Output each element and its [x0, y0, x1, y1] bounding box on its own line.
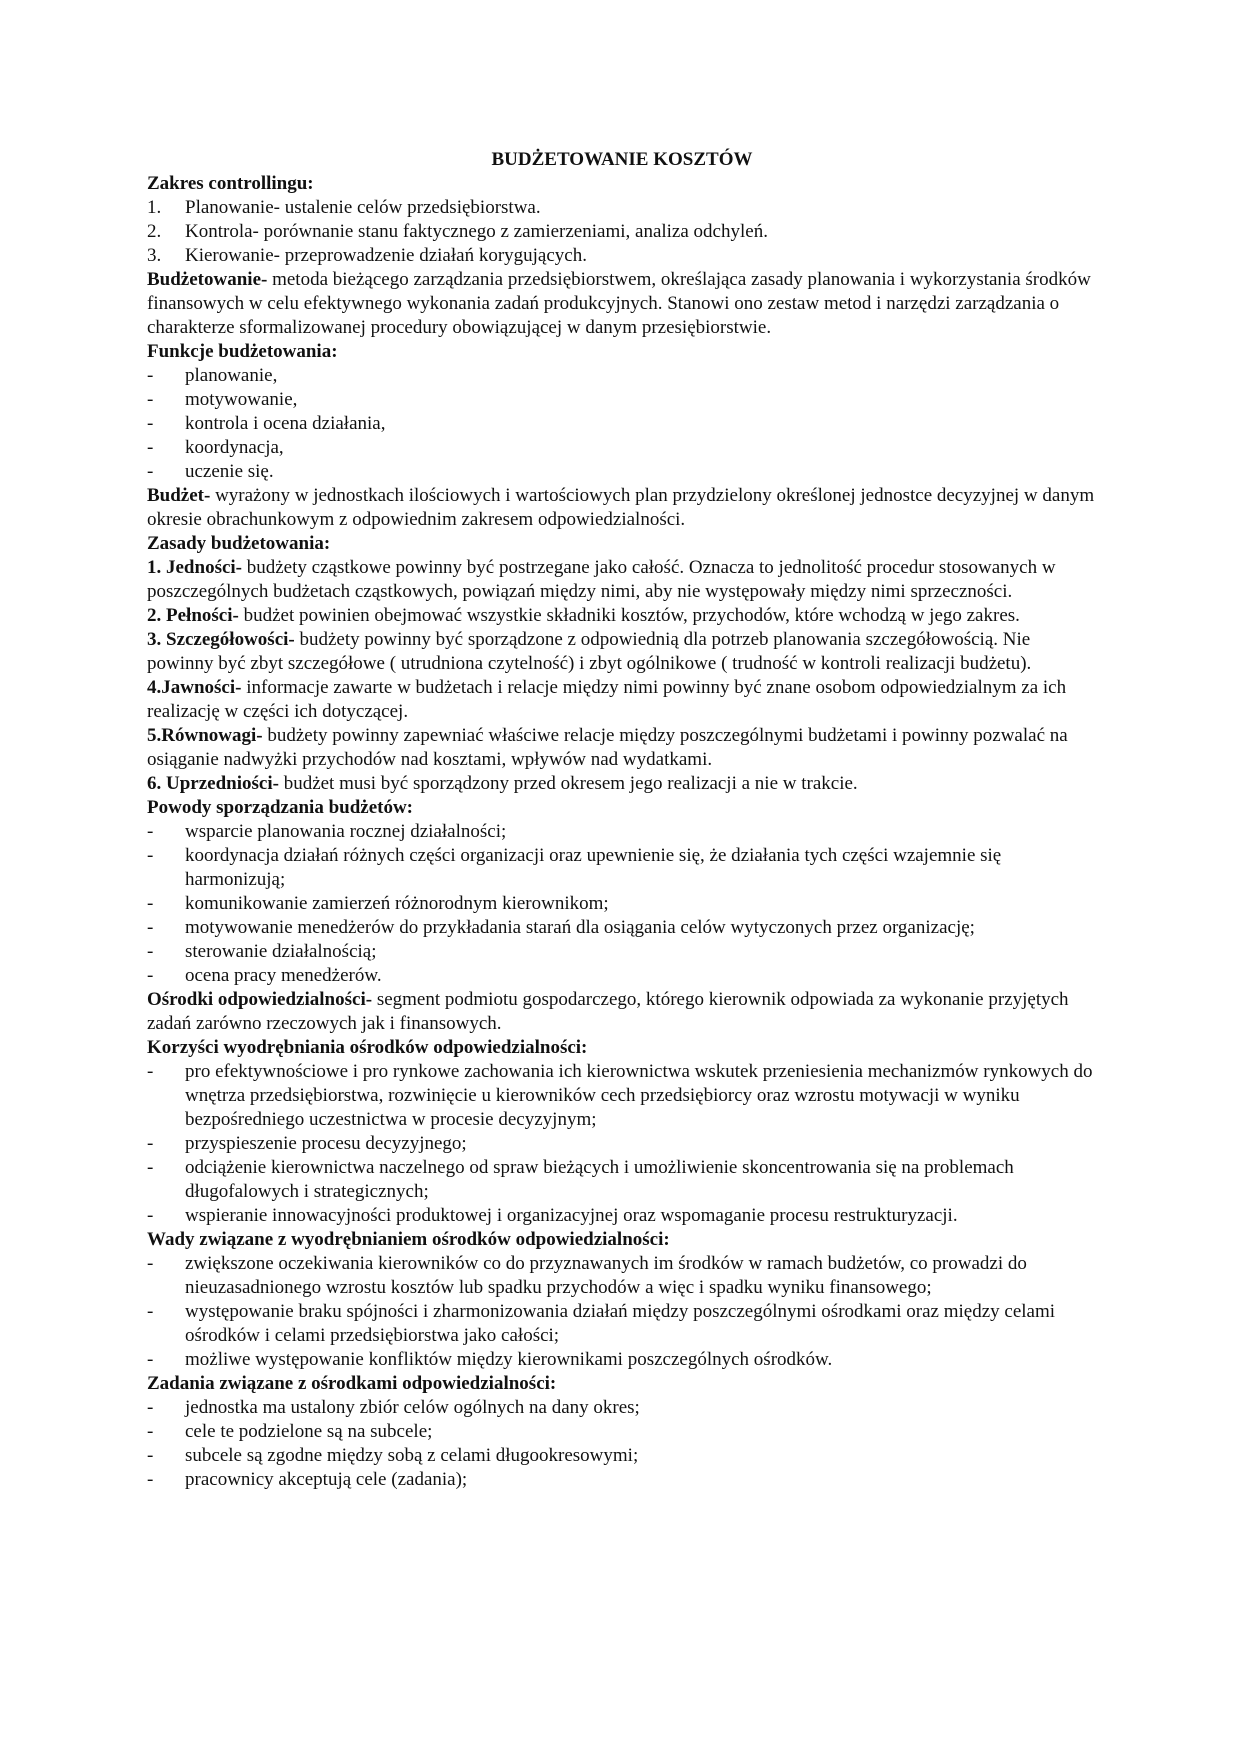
list-item-text: koordynacja działań różnych części organizacji oraz upewnienie się, że działania tych części wzajemnie się harmonizują;: [185, 845, 1002, 890]
list-item: [147, 220, 1097, 244]
section-heading-korzysci: Korzyści wyodrębniania ośrodków odpowiedzialności:: [147, 1037, 588, 1058]
zasada-term: 2. Pełności-: [147, 605, 239, 626]
section-heading-powody: Powody sporządzania budżetów:: [147, 797, 414, 818]
list-item-text: sterowanie działalnością;: [185, 941, 377, 962]
list-item: [147, 892, 1097, 916]
list-item-text: ocena pracy menedżerów.: [185, 965, 382, 986]
page-title: BUDŻETOWANIE KOSZTÓW: [491, 149, 753, 170]
list-dash: -: [147, 1157, 154, 1178]
zasada-term: 1. Jedności-: [147, 557, 242, 578]
list-number: 2.: [147, 221, 162, 242]
list-dash: -: [147, 1301, 154, 1322]
list-dash: -: [147, 365, 154, 386]
list-item-text: pracownicy akceptują cele (zadania);: [185, 1469, 468, 1490]
section-heading-wady: Wady związane z wyodrębnianiem ośrodków odpowiedzialności:: [147, 1229, 670, 1250]
powody-list: [147, 820, 1097, 988]
list-item: [147, 1396, 1097, 1420]
list-dash: -: [147, 1349, 154, 1370]
section-heading-zasady: Zasady budżetowania:: [147, 533, 331, 554]
list-item-text: Kontrola- porównanie stanu faktycznego z zamierzeniami, analiza odchyleń.: [185, 221, 768, 242]
wady-list: [147, 1252, 1097, 1372]
list-item-text: jednostka ma ustalony zbiór celów ogólnych na dany okres;: [185, 1397, 640, 1418]
list-item-text: cele te podzielone są na subcele;: [185, 1421, 433, 1442]
list-dash: -: [147, 1253, 154, 1274]
list-dash: -: [147, 1133, 154, 1154]
list-dash: -: [147, 389, 154, 410]
zasada-term: 6. Uprzedniości-: [147, 773, 279, 794]
list-item: [147, 1300, 1097, 1348]
list-dash: -: [147, 1445, 154, 1466]
list-dash: -: [147, 821, 154, 842]
definition-term: Ośrodki odpowiedzialności-: [147, 989, 373, 1010]
list-dash: -: [147, 845, 154, 866]
zasada-paragraph: [147, 628, 1097, 676]
zasada-term: 4.Jawności-: [147, 677, 242, 698]
list-item: [147, 1420, 1097, 1444]
zasada-paragraph: [147, 724, 1097, 772]
zasada-paragraph: [147, 604, 1097, 628]
zasada-text: budżet musi być sporządzony przed okresem jego realizacji a nie w trakcie.: [278, 773, 858, 794]
list-item: [147, 1060, 1097, 1132]
list-item: [147, 820, 1097, 844]
list-number: 1.: [147, 197, 162, 218]
zasada-text: informacje zawarte w budżetach i relacje między nimi powinny być znane osobom odpowiedzialnym za ich realizację w części ich dotyczącej.: [147, 677, 1067, 722]
list-dash: -: [147, 1205, 154, 1226]
section-heading-funkcje: Funkcje budżetowania:: [147, 341, 338, 362]
list-item: [147, 844, 1097, 892]
list-dash: -: [147, 941, 154, 962]
list-item: [147, 436, 1097, 460]
list-item: [147, 196, 1097, 220]
list-item: [147, 412, 1097, 436]
list-dash: -: [147, 1061, 154, 1082]
list-item-text: wspieranie innowacyjności produktowej i organizacyjnej oraz wspomaganie procesu restrukturyzacji.: [185, 1205, 958, 1226]
zasada-text: budżety powinny zapewniać właściwe relacje między poszczególnymi budżetami i powinny pozwalać na osiąganie nadwyżki przychodów nad kosztami, wpływów nad wydatkami.: [147, 725, 1068, 770]
definition-text: segment podmiotu gospodarczego, którego kierownik odpowiada za wykonanie przyjętych zadań zarówno rzeczowych jak i finansowych.: [147, 989, 1069, 1034]
list-item-text: planowanie,: [185, 365, 278, 386]
zakres-list: [147, 196, 1097, 268]
list-item-text: komunikowanie zamierzeń różnorodnym kierownikom;: [185, 893, 609, 914]
list-item-text: wsparcie planowania rocznej działalności;: [185, 821, 507, 842]
list-dash: -: [147, 413, 154, 434]
definition-text: wyrażony w jednostkach ilościowych i wartościowych plan przydzielony określonej jednostce decyzyjnej w danym okresie obrachunkowym z odpowiednim zakresem odpowiedzialności.: [147, 485, 1095, 530]
funkcje-list: [147, 364, 1097, 484]
list-dash: -: [147, 461, 154, 482]
definition-osrodki: [147, 988, 1097, 1036]
list-item-text: występowanie braku spójności i zharmonizowania działań między poszczególnymi ośrodkami oraz między celami ośrodków i celami przedsiębiorstwa jako całości;: [185, 1301, 1056, 1346]
list-item-text: uczenie się.: [185, 461, 274, 482]
list-item-text: odciążenie kierownictwa naczelnego od spraw bieżących i umożliwienie skoncentrowania się na problemach długofalowych i strategicznych;: [185, 1157, 1014, 1202]
zasada-term: 3. Szczegółowości-: [147, 629, 295, 650]
list-dash: -: [147, 965, 154, 986]
list-dash: -: [147, 917, 154, 938]
zasada-term: 5.Równowagi-: [147, 725, 263, 746]
section-heading-zakres: Zakres controllingu:: [147, 173, 314, 194]
list-dash: -: [147, 1469, 154, 1490]
list-item-text: koordynacja,: [185, 437, 284, 458]
zasada-text: budżety cząstkowe powinny być postrzegane jako całość. Oznacza to jednolitość procedur stosowanych w poszczególnych budżetach cząstkowych, powiązań między nimi, aby nie występowały między nimi sprzeczności.: [147, 557, 1056, 602]
list-item-text: subcele są zgodne między sobą z celami długookresowymi;: [185, 1445, 639, 1466]
section-heading-zadania: Zadania związane z ośrodkami odpowiedzialności:: [147, 1373, 557, 1394]
definition-budzet: [147, 484, 1097, 532]
zasada-text: budżety powinny być sporządzone z odpowiednią dla potrzeb planowania szczegółowością. Nie powinny być zbyt szczegółowe ( utrudniona czytelność) i zbyt ogólnikowe ( trudność w kontroli realizacji budżetu).: [147, 629, 1032, 674]
list-dash: -: [147, 437, 154, 458]
list-dash: -: [147, 1397, 154, 1418]
list-item: [147, 388, 1097, 412]
list-item: [147, 1468, 1097, 1492]
zadania-list: [147, 1396, 1097, 1492]
zasada-paragraph: [147, 772, 1097, 796]
list-item: [147, 1444, 1097, 1468]
list-item: [147, 1156, 1097, 1204]
list-item-text: motywowanie,: [185, 389, 298, 410]
list-item: [147, 1252, 1097, 1300]
list-item: [147, 460, 1097, 484]
zasada-paragraph: [147, 556, 1097, 604]
list-item: [147, 244, 1097, 268]
list-dash: -: [147, 1421, 154, 1442]
list-item-text: kontrola i ocena działania,: [185, 413, 386, 434]
document-content: [147, 148, 1097, 1492]
list-item: [147, 1132, 1097, 1156]
list-item: [147, 1204, 1097, 1228]
list-item-text: motywowanie menedżerów do przykładania starań dla osiągania celów wytyczonych przez organizację;: [185, 917, 975, 938]
zasada-paragraph: [147, 676, 1097, 724]
definition-text: metoda bieżącego zarządzania przedsiębiorstwem, określająca zasady planowania i wykorzystania środków finansowych w celu efektywnego wykonania zadań produkcyjnych. Stanowi ono zestaw metod i narzędzi zarządzania o charakterze sformalizowanej procedury obowiązującej w danym przesiębiorstwie.: [147, 269, 1091, 338]
definition-term: Budżet-: [147, 485, 211, 506]
list-item: [147, 1348, 1097, 1372]
list-item-text: Planowanie- ustalenie celów przedsiębiorstwa.: [185, 197, 541, 218]
list-item-text: przyspieszenie procesu decyzyjnego;: [185, 1133, 467, 1154]
list-item: [147, 964, 1097, 988]
list-item-text: Kierowanie- przeprowadzenie działań korygujących.: [185, 245, 587, 266]
list-number: 3.: [147, 245, 162, 266]
definition-budzetowanie: [147, 268, 1097, 340]
list-item-text: zwiększone oczekiwania kierowników co do przyznawanych im środków w ramach budżetów, co prowadzi do nieuzasadnionego wzrostu kosztów lub spadku przychodów a więc i spadku wyniku finansowego;: [185, 1253, 1027, 1298]
list-item-text: możliwe występowanie konfliktów między kierownikami poszczególnych ośrodków.: [185, 1349, 833, 1370]
definition-term: Budżetowanie-: [147, 269, 268, 290]
korzysci-list: [147, 1060, 1097, 1228]
list-dash: -: [147, 893, 154, 914]
list-item-text: pro efektywnościowe i pro rynkowe zachowania ich kierownictwa wskutek przeniesienia mechanizmów rynkowych do wnętrza przedsiębiorstwa, rozwinięcie u kierowników cech przedsiębiorcy oraz wzrostu motywacji w wyniku bezpośredniego uczestnictwa w procesie decyzyjnym;: [185, 1061, 1093, 1130]
list-item: [147, 916, 1097, 940]
zasada-text: budżet powinien obejmować wszystkie składniki kosztów, przychodów, które wchodzą w jego zakres.: [238, 605, 1020, 626]
list-item: [147, 940, 1097, 964]
list-item: [147, 364, 1097, 388]
